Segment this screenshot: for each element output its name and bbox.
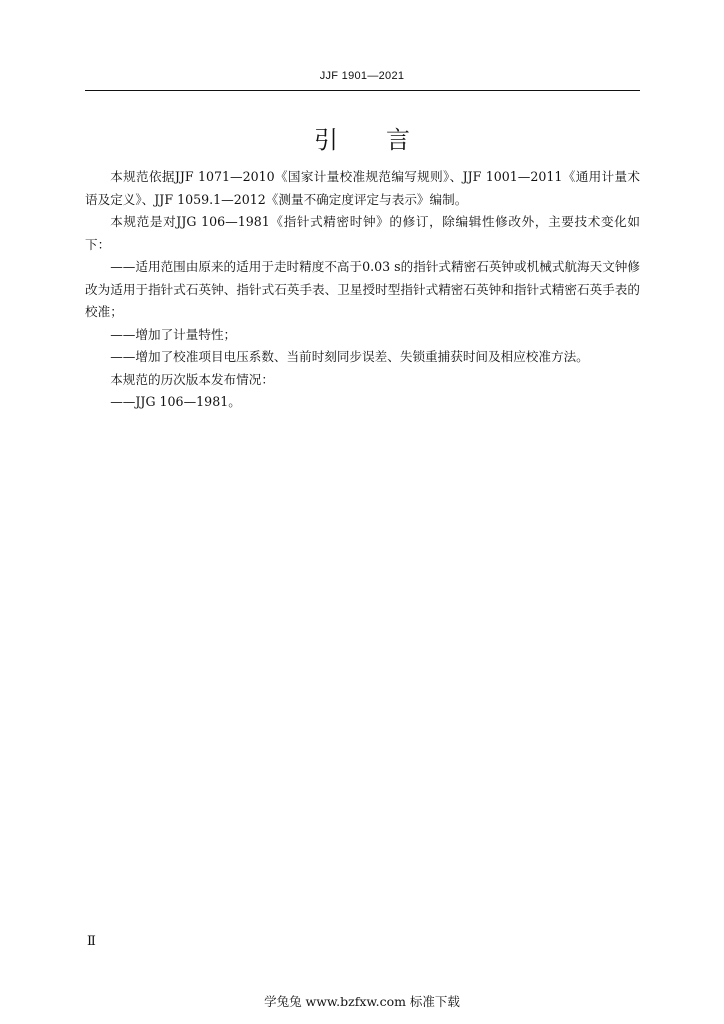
page-title-char-2: 言 [386,126,410,154]
paragraph-history-intro: 本规范的历次版本发布情况： [110,371,274,387]
paragraph-revision: 本规范是对JJG 106—1981《指针式精密时钟》的修订，除编辑性修改外，主要技术变化如下： [85,214,640,252]
page-number: Ⅱ [87,934,96,949]
paragraph-history-item: ——JJG 106—1981。 [110,394,241,409]
paragraph-basis: 本规范依据JJF 1071—2010《国家计量校准规范编写规则》、JJF 1001—2011《通用计量术语及定义》、JJF 1059.1—2012《测量不确定度评定与表示》编制。 [85,169,640,207]
document-code-header: JJF 1901—2021 [319,70,405,82]
footer-watermark: 学兔兔 www.bzfxw.com 标准下载 [264,994,460,1009]
paragraph-change-scope: ——适用范围由原来的适用于走时精度不高于0.03 s的指针式精密石英钟或机械式航海天文钟修改为适用于指针式石英钟、指针式石英手表、卫星授时型指针式精密石英钟和指针式精密石英手表的校准； [85,259,640,319]
foreword-body [85,166,640,414]
header-divider [85,90,640,91]
paragraph-change-metrology: ——增加了计量特性； [110,326,237,342]
page-title [0,120,724,155]
page-title-char-1: 引 [314,126,338,154]
paragraph-change-items: ——增加了校准项目电压系数、当前时刻同步误差、失锁重捕获时间及相应校准方法。 [110,349,589,364]
